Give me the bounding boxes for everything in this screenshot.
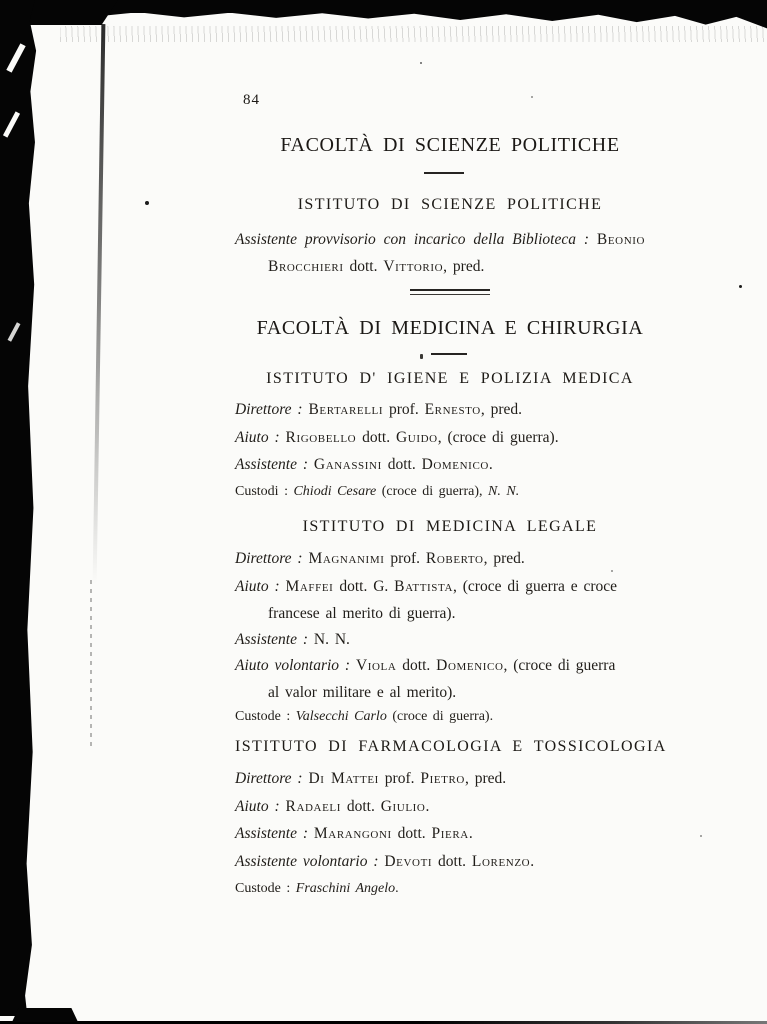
text-segment: , (croce di guerra	[503, 657, 616, 674]
text-segment: Aiuto :	[235, 429, 286, 446]
text-segment: dott.	[381, 456, 422, 473]
text-segment: dott. G.	[333, 578, 395, 595]
text-segment: , (croce di guerra).	[437, 429, 559, 446]
text-segment: Chiodi Cesare	[293, 484, 377, 499]
text-segment: prof.	[384, 550, 426, 567]
text-segment: Assistente :	[235, 631, 314, 648]
text-segment: , (croce di guerra e croce	[453, 578, 618, 595]
text-segment: Direttore :	[235, 770, 309, 787]
text-segment: Custode :	[235, 881, 296, 896]
text-segment: Beonio	[596, 231, 646, 248]
text-segment: .	[488, 456, 493, 473]
text-segment: , pred.	[443, 258, 485, 275]
ink-speck	[739, 285, 742, 288]
text-segment: Direttore :	[235, 550, 309, 567]
page-text-block	[235, 0, 665, 1024]
text-segment: Aiuto volontario :	[235, 657, 356, 674]
text-segment: Custode :	[235, 709, 296, 724]
text-segment: Battista	[394, 578, 454, 595]
entry-line	[235, 631, 665, 649]
entry-line	[235, 770, 665, 788]
page-crease-shadow	[93, 24, 106, 584]
text-segment: Vittorio	[383, 258, 444, 275]
page-crease-shadow	[90, 580, 92, 750]
entry-line	[235, 231, 665, 249]
text-segment: Aiuto :	[235, 578, 286, 595]
faculty-title: FACOLTÀ DI MEDICINA E CHIRURGIA	[256, 317, 644, 339]
text-segment: .	[530, 853, 535, 870]
text-segment: , pred.	[483, 550, 525, 567]
entry-line	[235, 853, 665, 871]
text-segment: dott.	[356, 429, 396, 446]
text-segment: Ganassini	[313, 456, 382, 473]
text-segment: Ernesto	[424, 401, 481, 418]
text-segment: Devoti	[384, 853, 433, 870]
text-segment: dott.	[396, 657, 437, 674]
text-segment: Fraschini Angelo	[295, 881, 396, 896]
text-segment: Viola	[355, 657, 397, 674]
text-segment: N. N.	[313, 631, 350, 648]
entry-line	[235, 881, 665, 897]
text-segment: Rigobello	[285, 429, 357, 446]
page-number: 84	[243, 92, 260, 108]
text-segment: Custodi :	[235, 484, 294, 499]
text-segment: dott.	[340, 798, 381, 815]
text-segment: Bertarelli	[308, 401, 384, 418]
text-segment: prof.	[378, 770, 421, 787]
entry-line	[235, 578, 665, 596]
entry-line	[235, 657, 665, 675]
entry-line	[235, 484, 665, 500]
text-segment: Valsecchi Carlo	[295, 709, 387, 724]
text-segment: .	[468, 825, 473, 842]
text-segment: francese al merito di guerra).	[268, 605, 456, 622]
text-segment: Radaeli	[285, 798, 341, 815]
text-segment: al valor militare e al merito).	[268, 684, 457, 701]
text-segment: Assistente volontario :	[235, 853, 385, 870]
text-segment: Pietro	[420, 770, 465, 787]
text-segment: Aiuto :	[235, 798, 286, 815]
entry-line	[235, 684, 665, 702]
text-segment: Maffei	[285, 578, 334, 595]
text-segment: Domenico	[421, 456, 489, 473]
text-segment: Piera	[431, 825, 469, 842]
entry-line	[235, 456, 665, 474]
institute-heading: ISTITUTO DI FARMACOLOGIA E TOSSICOLOGIA	[235, 738, 667, 755]
text-segment: Assistente :	[235, 825, 314, 842]
text-segment: Domenico	[436, 657, 504, 674]
text-segment: Assistente provvisorio con incarico della Biblioteca :	[235, 231, 597, 248]
text-segment: (croce di guerra),	[376, 484, 489, 499]
institute-heading: ISTITUTO D' IGIENE E POLIZIA MEDICA	[266, 370, 634, 387]
text-segment: dott.	[391, 825, 432, 842]
text-segment: prof.	[383, 401, 425, 418]
text-segment: dott.	[432, 853, 472, 870]
entry-line	[235, 258, 665, 276]
ink-speck	[145, 201, 149, 205]
text-segment: Roberto	[425, 550, 484, 567]
entry-line	[235, 709, 665, 725]
text-segment: .	[425, 798, 430, 815]
entry-line	[235, 401, 665, 419]
entry-line	[235, 429, 665, 447]
scan-edge-bottom-foot	[12, 1008, 78, 1022]
entry-line	[235, 550, 665, 568]
text-segment: Marangoni	[313, 825, 392, 842]
text-segment: Magnanimi	[308, 550, 385, 567]
faculty-title: FACOLTÀ DI SCIENZE POLITICHE	[280, 134, 620, 156]
text-segment: Di Mattei	[308, 770, 379, 787]
text-segment: , pred.	[480, 401, 523, 418]
entry-line	[235, 798, 665, 816]
text-segment: (croce di guerra).	[386, 709, 494, 724]
institute-heading: ISTITUTO DI MEDICINA LEGALE	[302, 518, 598, 535]
text-segment: Lorenzo	[471, 853, 531, 870]
text-segment: Guido	[395, 429, 438, 446]
text-segment: Brocchieri	[268, 258, 344, 275]
text-segment: .	[395, 881, 399, 896]
text-segment: dott.	[343, 258, 384, 275]
text-segment: Assistente :	[235, 456, 314, 473]
institute-heading: ISTITUTO DI SCIENZE POLITICHE	[297, 196, 603, 213]
scan-binding-edge	[0, 0, 38, 1016]
text-segment: N. N.	[488, 484, 520, 499]
entry-line	[235, 605, 665, 623]
text-segment: , pred.	[464, 770, 507, 787]
text-segment: Direttore :	[235, 401, 309, 418]
text-segment: Giulio	[380, 798, 426, 815]
ink-speck	[700, 835, 702, 837]
entry-line	[235, 825, 665, 843]
